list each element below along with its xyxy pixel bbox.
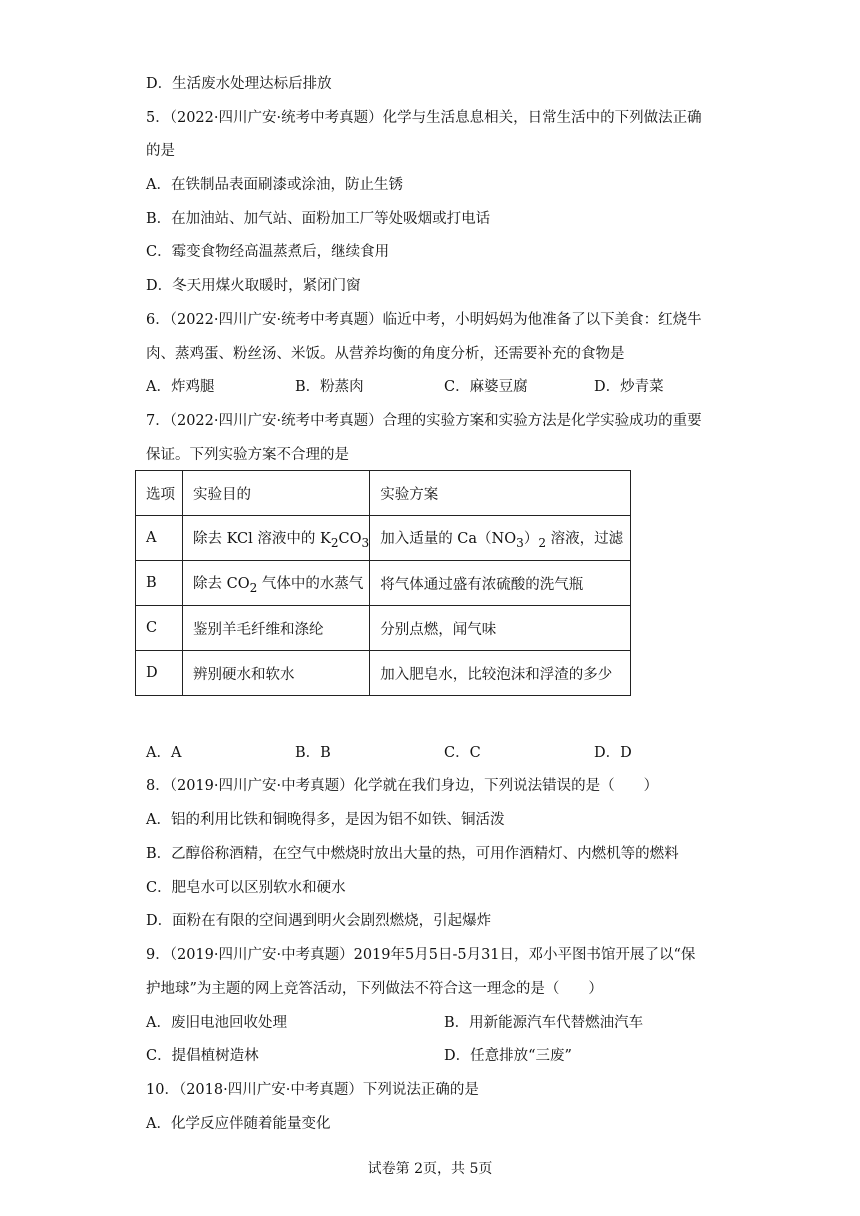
row-option: D [136, 651, 183, 696]
q8-option-a: A．铝的利用比铁和铜晚得多，是因为铝不如铁、铜活泼 [146, 812, 505, 828]
table-row [136, 651, 631, 696]
row-purpose: 辨别硬水和软水 [183, 651, 370, 696]
q7-option-c: C．C [444, 745, 481, 761]
q7-stem-line1: 7．（2022·四川广安·统考中考真题）合理的实验方案和实验方法是化学实验成功的重要 [146, 413, 702, 429]
table-row [136, 516, 631, 561]
header-option: 选项 [136, 471, 183, 516]
q8-stem: 8．（2019·四川广安·中考真题）化学就在我们身边，下列说法错误的是（ ） [146, 778, 659, 794]
q4-option-d: D．生活废水处理达标后排放 [146, 76, 332, 92]
q6-stem-line1: 6．（2022·四川广安·统考中考真题）临近中考，小明妈妈为他准备了以下美食：红烧牛 [146, 312, 702, 328]
row-purpose: 除去 KCl 溶液中的 $K_2CO_3$ [183, 516, 370, 561]
row-purpose: 鉴别羊毛纤维和涤纶 [183, 606, 370, 651]
q7-experiment-table [135, 470, 631, 696]
q8-option-d: D．面粉在有限的空间遇到明火会剧烈燃烧，引起爆炸 [146, 913, 492, 929]
row-plan: 将气体通过盛有浓硫酸的洗气瓶 [370, 561, 631, 606]
q7-option-b: B．B [295, 745, 331, 761]
row-option: B [136, 561, 183, 606]
header-plan: 实验方案 [370, 471, 631, 516]
q10-stem: 10．（2018·四川广安·中考真题）下列说法正确的是 [146, 1082, 479, 1098]
q6-stem-line2: 肉、蒸鸡蛋、粉丝汤、米饭。从营养均衡的角度分析，还需要补充的食物是 [146, 346, 625, 362]
q5-option-a: A．在铁制品表面刷漆或涂油，防止生锈 [146, 177, 403, 193]
row-plan: 加入肥皂水，比较泡沫和浮渣的多少 [370, 651, 631, 696]
row-option: C [136, 606, 183, 651]
q7-option-d: D．D [594, 745, 632, 761]
q5-stem-line2: 的是 [146, 143, 175, 159]
table-row [136, 561, 631, 606]
q5-option-b: B．在加油站、加气站、面粉加工厂等处吸烟或打电话 [146, 211, 491, 227]
q9-option-c: C．提倡植树造林 [146, 1048, 259, 1064]
table-header-row [136, 471, 631, 516]
row-plan: 加入适量的 $Ca(NO_3)_2$ 溶液，过滤 [370, 516, 631, 561]
q6-option-b: B．粉蒸肉 [295, 379, 364, 395]
q10-option-a: A．化学反应伴随着能量变化 [146, 1116, 331, 1132]
q8-option-b: B．乙醇俗称酒精，在空气中燃烧时放出大量的热，可用作酒精灯、内燃机等的燃料 [146, 846, 679, 862]
q6-option-a: A．炸鸡腿 [146, 379, 215, 395]
row-plan: 分别点燃，闻气味 [370, 606, 631, 651]
q5-option-c: C．霉变食物经高温蒸煮后，继续食用 [146, 244, 390, 260]
q9-stem-line1: 9．（2019·四川广安·中考真题）2019年5月5日-5月31日，邓小平图书馆开展了以“保 [146, 947, 696, 963]
q7-stem-line2: 保证。下列实验方案不合理的是 [146, 447, 349, 463]
row-purpose: 除去 $CO_2$ 气体中的水蒸气 [183, 561, 370, 606]
q9-option-a: A．废旧电池回收处理 [146, 1015, 287, 1031]
q9-option-d: D．任意排放“三废” [444, 1048, 572, 1064]
header-purpose: 实验目的 [183, 471, 370, 516]
table-row [136, 606, 631, 651]
q9-stem-line2: 护地球”为主题的网上竞答活动，下列做法不符合这一理念的是（ ） [146, 981, 603, 997]
row-option: A [136, 516, 183, 561]
q7-option-a: A．A [146, 745, 182, 761]
q5-stem-line1: 5．（2022·四川广安·统考中考真题）化学与生活息息相关，日常生活中的下列做法正确 [146, 110, 702, 126]
q6-option-d: D．炒青菜 [594, 379, 664, 395]
page-footer: 试卷第 2页，共 5页 [367, 1161, 493, 1177]
q6-option-c: C．麻婆豆腐 [444, 379, 528, 395]
q8-option-c: C．肥皂水可以区别软水和硬水 [146, 880, 346, 896]
q9-option-b: B．用新能源汽车代替燃油汽车 [444, 1015, 644, 1031]
q5-option-d: D．冬天用煤火取暖时，紧闭门窗 [146, 278, 361, 294]
